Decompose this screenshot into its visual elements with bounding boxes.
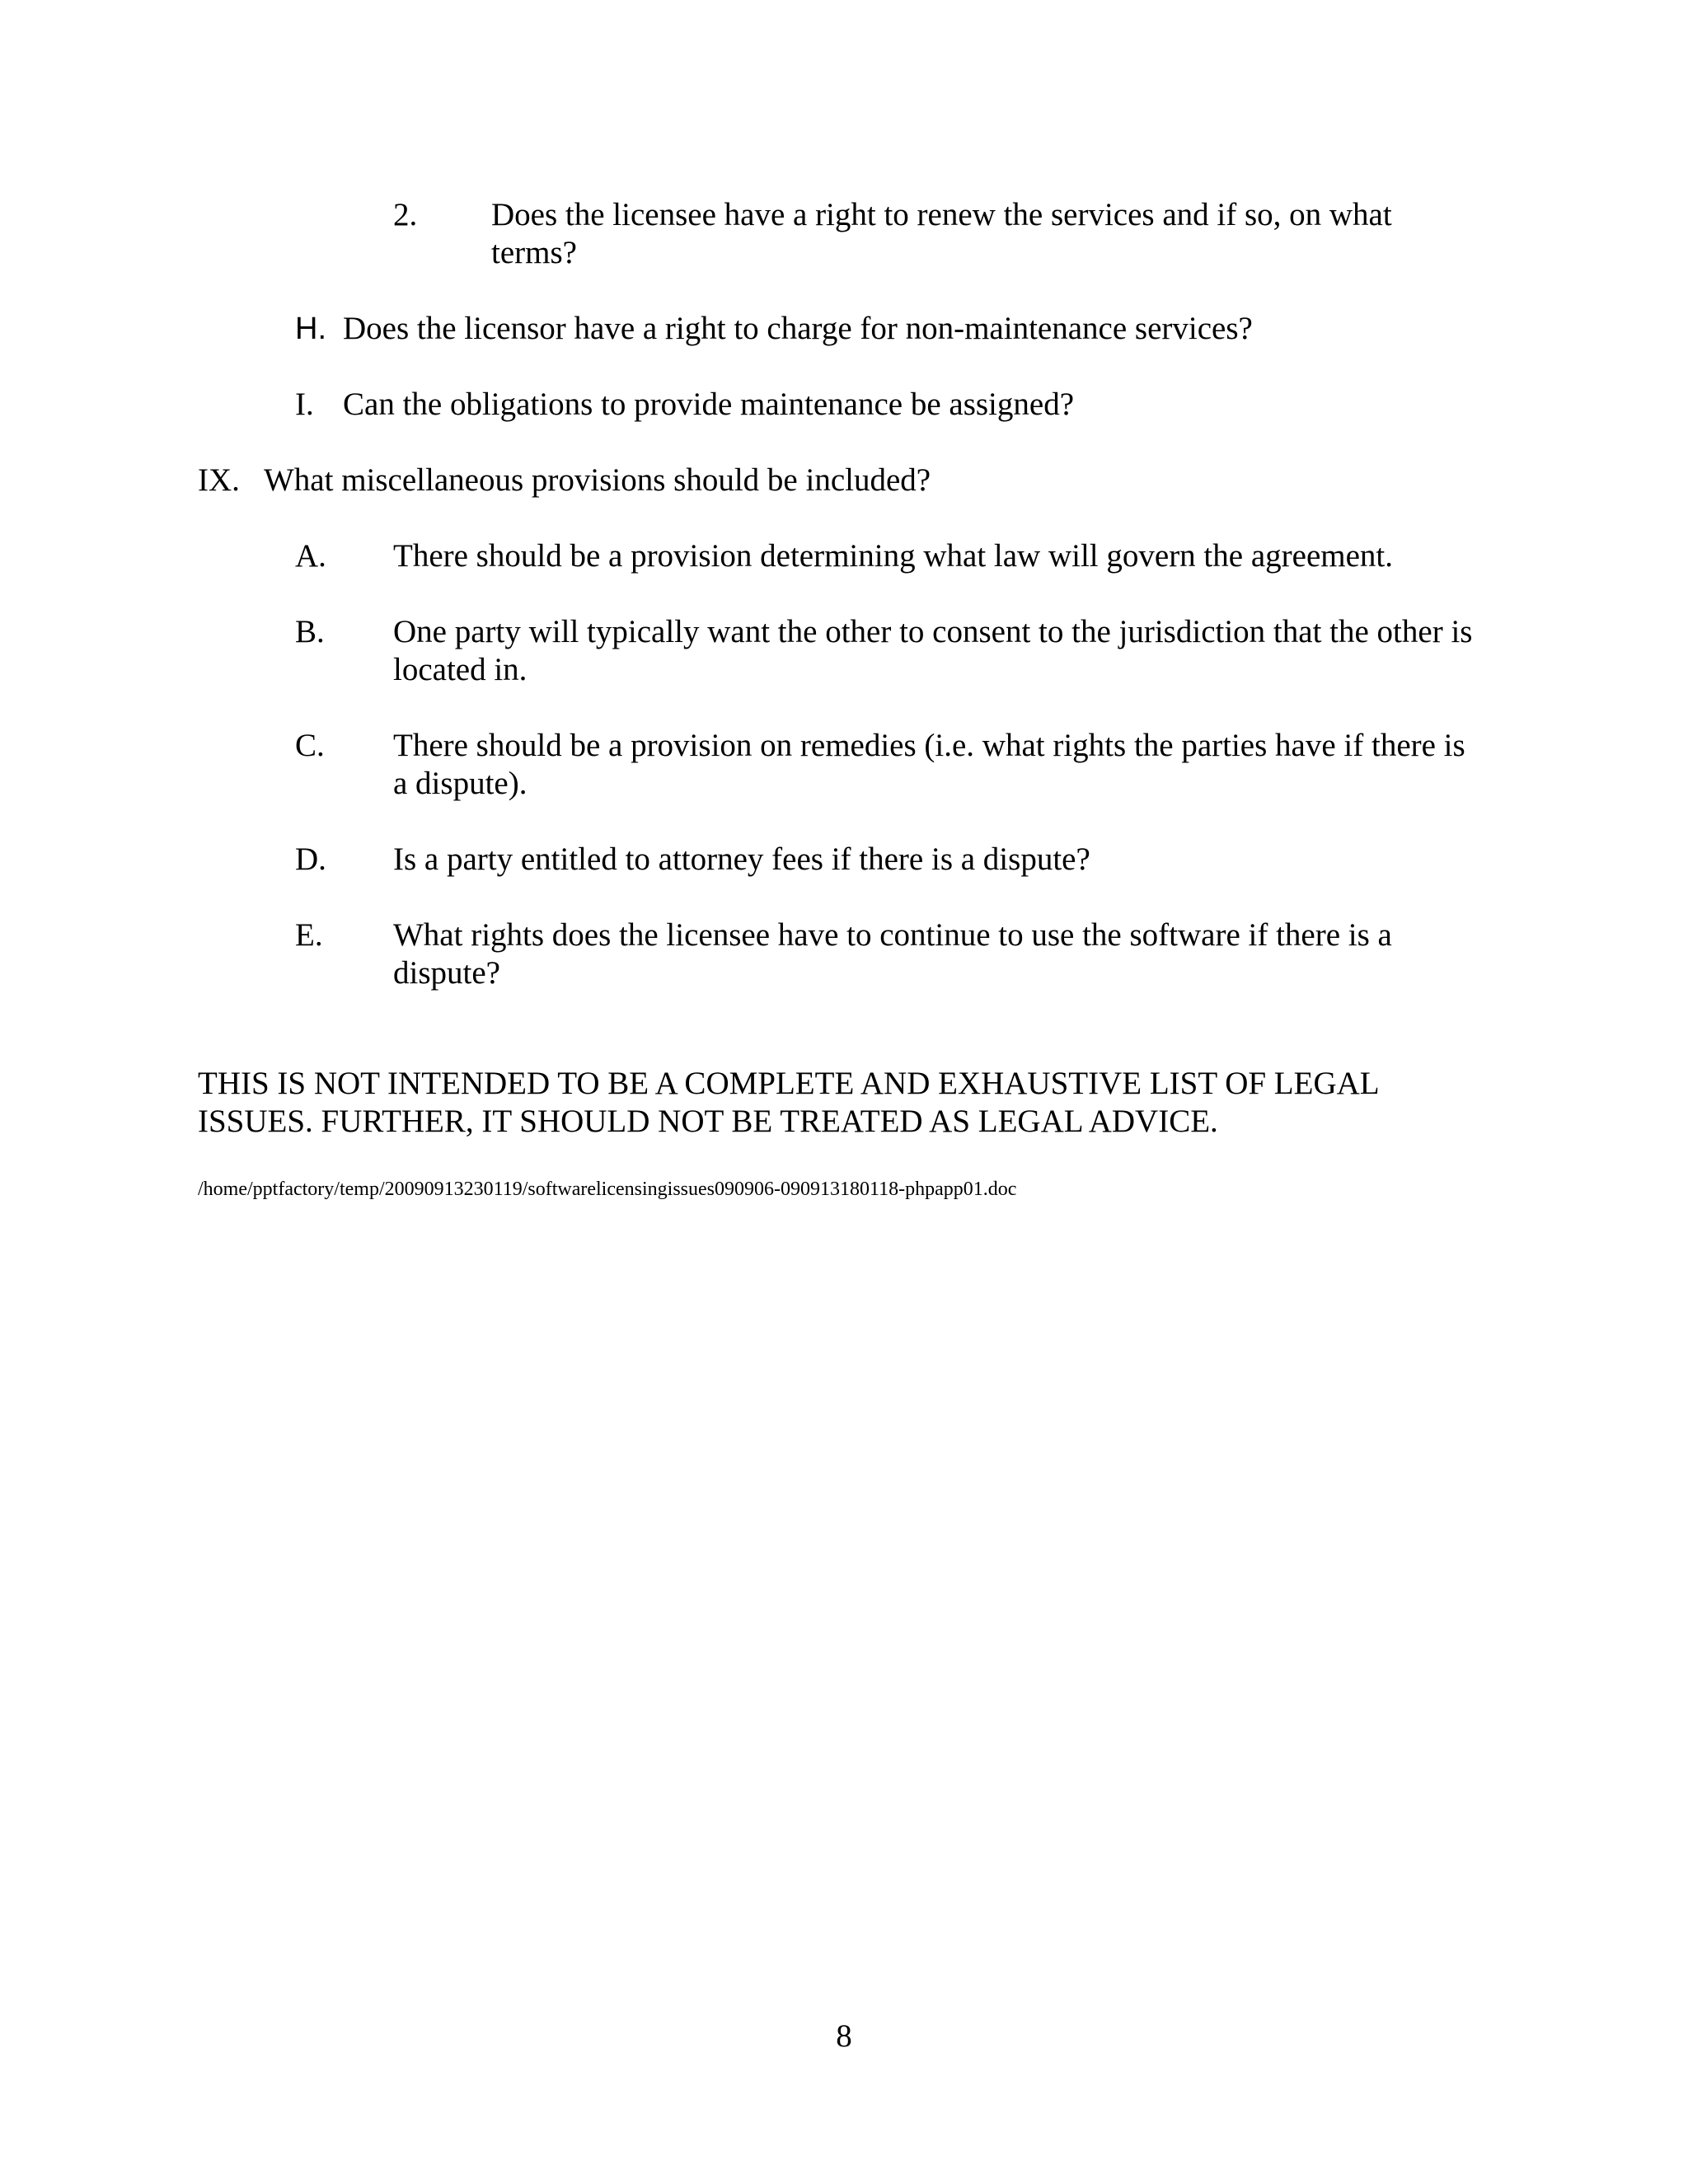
outline-marker-ix-c: C.	[295, 728, 325, 763]
outline-heading-ix: What miscellaneous provisions should be included?	[264, 462, 931, 498]
outline-marker-i: I.	[295, 387, 314, 422]
outline-item-ix-d: Is a party entitled to attorney fees if there is a dispute?	[393, 841, 1090, 877]
outline-marker-ix: IX.	[198, 462, 240, 498]
outline-marker-ix-d: D.	[295, 841, 326, 877]
outline-item-h: Does the licensor have a right to charge for non-maintenance services?	[343, 311, 1253, 346]
outline-item-ix-c: There should be a provision on remedies (i.e. what rights the parties have if there is a dispute).	[393, 728, 1465, 801]
outline-item-ix-a: There should be a provision determining what law will govern the agreement.	[393, 538, 1393, 574]
page-number: 8	[836, 2018, 852, 2054]
outline-marker-ix-e: E.	[295, 917, 323, 953]
outline-marker-ix-b: B.	[295, 614, 325, 649]
outline-marker-h: H.	[295, 312, 326, 346]
outline-item-ix-e: What rights does the licensee have to continue to use the software if there is a dispute?	[393, 917, 1392, 991]
outline-marker-ix-a: A.	[295, 538, 326, 574]
file-path: /home/pptfactory/temp/20090913230119/softwarelicensingissues090906-090913180118-phpapp01.doc	[198, 1179, 1017, 1200]
outline-item-ix-b: One party will typically want the other to consent to the jurisdiction that the other is located in.	[393, 614, 1473, 687]
legal-disclaimer: THIS IS NOT INTENDED TO BE A COMPLETE AND EXHAUSTIVE LIST OF LEGAL ISSUES. FURTHER, IT SHOULD NOT BE TREATED AS LEGAL ADVICE.	[198, 1066, 1379, 1139]
outline-marker-g2: 2.	[393, 197, 418, 232]
outline-item-g2: Does the licensee have a right to renew the services and if so, on what terms?	[491, 197, 1392, 270]
outline-item-i: Can the obligations to provide maintenance be assigned?	[343, 387, 1075, 422]
